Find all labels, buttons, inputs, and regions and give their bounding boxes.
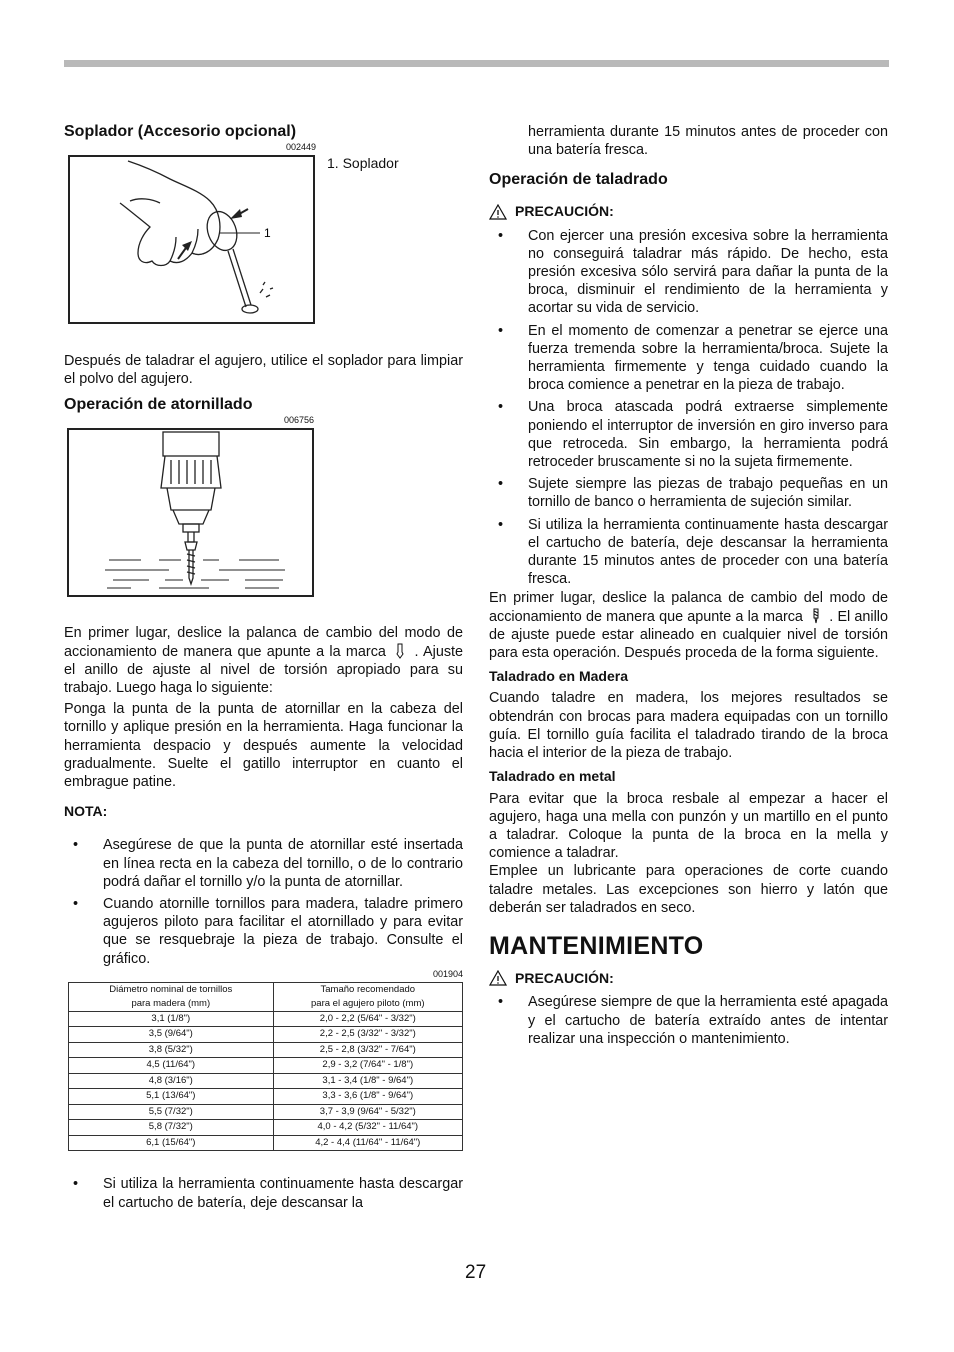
caution-label: PRECAUCIÓN: [515,970,614,987]
table-row: 4,8 (3/16") 3,1 - 3,4 (1/8" - 9/64") [69,1073,463,1089]
note-list [64,836,463,967]
wood-drilling-label: Taladrado en Madera [489,668,629,685]
warning-icon [489,970,507,986]
table-row: 5,5 (7/32") 3,7 - 3,9 (9/64" - 5/32") [69,1104,463,1120]
blower-figure-code: 002449 [285,142,316,152]
metal-drilling-text-1: Para evitar que la broca resbale al empezar a hacer el agujero, haga una mella con punzón y un martillo en el punto a taladrar. Coloque la punta de la broca en la mella y comience a taladrar. [489,790,888,862]
drill-mark-icon [811,608,821,624]
screwing-p1a: En primer lugar, deslice la palanca de cambio del modo de accionamiento de manera que apunte a la marca [64,625,463,660]
list-item: • Si utiliza la herramienta continuamente hasta descargar el cartucho de batería, deje descansar la herramienta durante 15 minutos antes de proceder con una batería fresca. [498,516,888,588]
table-row: 3,5 (9/64") 2,2 - 2,5 (3/32" - 3/32") [69,1027,463,1043]
table-header-diameter: Diámetro nominal de tornillos para madera (mm) [69,982,274,1011]
list-item: • Con ejercer una presión excesiva sobre la herramienta no conseguirá taladrar más rápido. De hecho, esta presión excesiva sólo servirá para dañar la punta de la broca, disminuir el rendimiento de la herramienta y acortar su vida de servicio. [498,227,888,317]
drilling-p1b: . El anillo de ajuste puede estar alineado en cualquier nivel de torsión para esta operación. Después proceda de la forma siguiente. [489,608,888,662]
note-label: NOTA: [64,803,108,820]
list-item: • Sujete siempre las piezas de trabajo pequeñas en un tornillo de banco o herramienta de sujeción similar. [498,476,888,511]
table-header-pilot: Tamaño recomendado para el agujero piloto (mm) [273,982,462,1011]
screwing-figure-code: 006756 [283,415,314,426]
list-item: • Asegúrese siempre de que la herramienta esté apagada y el cartucho de batería extraído antes de intentar realizar una inspección o mantenimiento. [498,994,888,1047]
list-item: • En el momento de comenzar a penetrar se ejerce una fuerza tremenda sobre la herramienta/broca. Sujete la herramienta firmemente y tenga cuidado cuando la broca comience a penetrar en la pieza de trabajo. [498,322,888,394]
screwing-illustration [69,430,312,595]
screwing-paragraph-2: Ponga la punta de la punta de atornillar en la cabeza del tornillo y aplique presión en la herramienta. Haga funcionar la herramienta despacio y después aumente la velocidad gradualmente. Suelte el gatillo interruptor en cuanto el embrague patine. [64,701,463,791]
maintenance-list [489,993,888,1048]
drilling-heading: Operación de taladrado [489,171,668,189]
table-row: 5,8 (7/32") 4,0 - 4,2 (5/32" - 11/64") [69,1120,463,1136]
blower-text: Después de taladrar el agujero, utilice el soplador para limpiar el polvo del agujero. [64,353,463,388]
blower-illustration [70,157,313,322]
drilling-caution-list [489,227,888,589]
table-row: 3,1 (1/8") 2,0 - 2,2 (5/64" - 3/32") [69,1011,463,1027]
drilling-paragraph [489,589,888,662]
list-item: • Si utiliza la herramienta continuamente hasta descargar el cartucho de batería, deje descansar la [73,1176,463,1211]
list-item: • Asegúrese de que la punta de atornillar esté insertada en línea recta en la cabeza del tornillo, o de lo contrario podrá dañar el tornillo y/o la punta de atornillar. [73,837,463,890]
table-row: 5,1 (13/64") 3,3 - 3,6 (1/8" - 9/64") [69,1089,463,1105]
blower-callout: 1 [264,226,271,240]
left-column [64,118,463,1216]
screwing-paragraph-1 [64,624,463,697]
drilling-p1a: En primer lugar, deslice la palanca de cambio del modo de accionamiento de manera que apunte a la marca [489,590,888,625]
table-row: 4,5 (11/64") 2,9 - 3,2 (7/64" - 1/8") [69,1058,463,1074]
header-rule [64,60,889,67]
metal-drilling-text-2: Emplee un lubricante para operaciones de corte cuando taladre metales. Las excepciones son hierro y latón que deberán ser taladrados en seco. [489,863,888,916]
warning-icon [489,204,507,220]
continuation-text: herramienta durante 15 minutos antes de proceder con una batería fresca. [528,124,888,159]
pilot-hole-table [68,982,463,1152]
table-code: 001904 [432,968,463,979]
list-item: • Una broca atascada podrá extraerse simplemente poniendo el interruptor de inversión en giro inverso para que retroceda. Sin embargo, la herramienta podrá retroceder bruscamente si no la sujeta firmemente. [498,399,888,471]
blower-figure [68,155,315,324]
table-row: 3,8 (5/32") 2,5 - 2,8 (3/32" - 7/64") [69,1042,463,1058]
continuation-list [64,1175,463,1211]
blower-heading: Soplador (Accesorio opcional) [64,123,297,140]
screwing-heading: Operación de atornillado [64,396,253,414]
table-header-row [69,982,463,1011]
screwing-p1b: . Ajuste el anillo de ajuste al nivel de torsión apropiado para su trabajo. Luego haga lo siguiente: [64,643,464,697]
right-column [489,123,888,1052]
drilling-caution [489,202,888,220]
page-number: 27 [465,1262,487,1283]
list-item: • Cuando atornille tornillos para madera, taladre primero agujeros piloto para facilitar el atornillado y para evitar que se resquebraje la pieza de trabajo. Consulte el gráfico. [73,896,463,967]
maintenance-heading: MANTENIMIENTO [489,931,704,960]
metal-drilling-label: Taladrado en metal [489,768,616,785]
caution-label: PRECAUCIÓN: [515,203,614,220]
maintenance-caution [489,969,888,987]
screwdriver-mark-icon [395,643,405,659]
screwing-figure [67,428,314,597]
blower-legend: 1. Soplador [327,155,399,171]
wood-drilling-text: Cuando taladre en madera, los mejores resultados se obtendrán con brocas para madera equipadas con un tornillo guía. El tornillo guía facilita el taladrado tirando de la broca hacia el interior de la pieza de trabajo. [489,690,888,762]
table-row: 6,1 (15/64") 4,2 - 4,4 (11/64" - 11/64") [69,1135,463,1151]
